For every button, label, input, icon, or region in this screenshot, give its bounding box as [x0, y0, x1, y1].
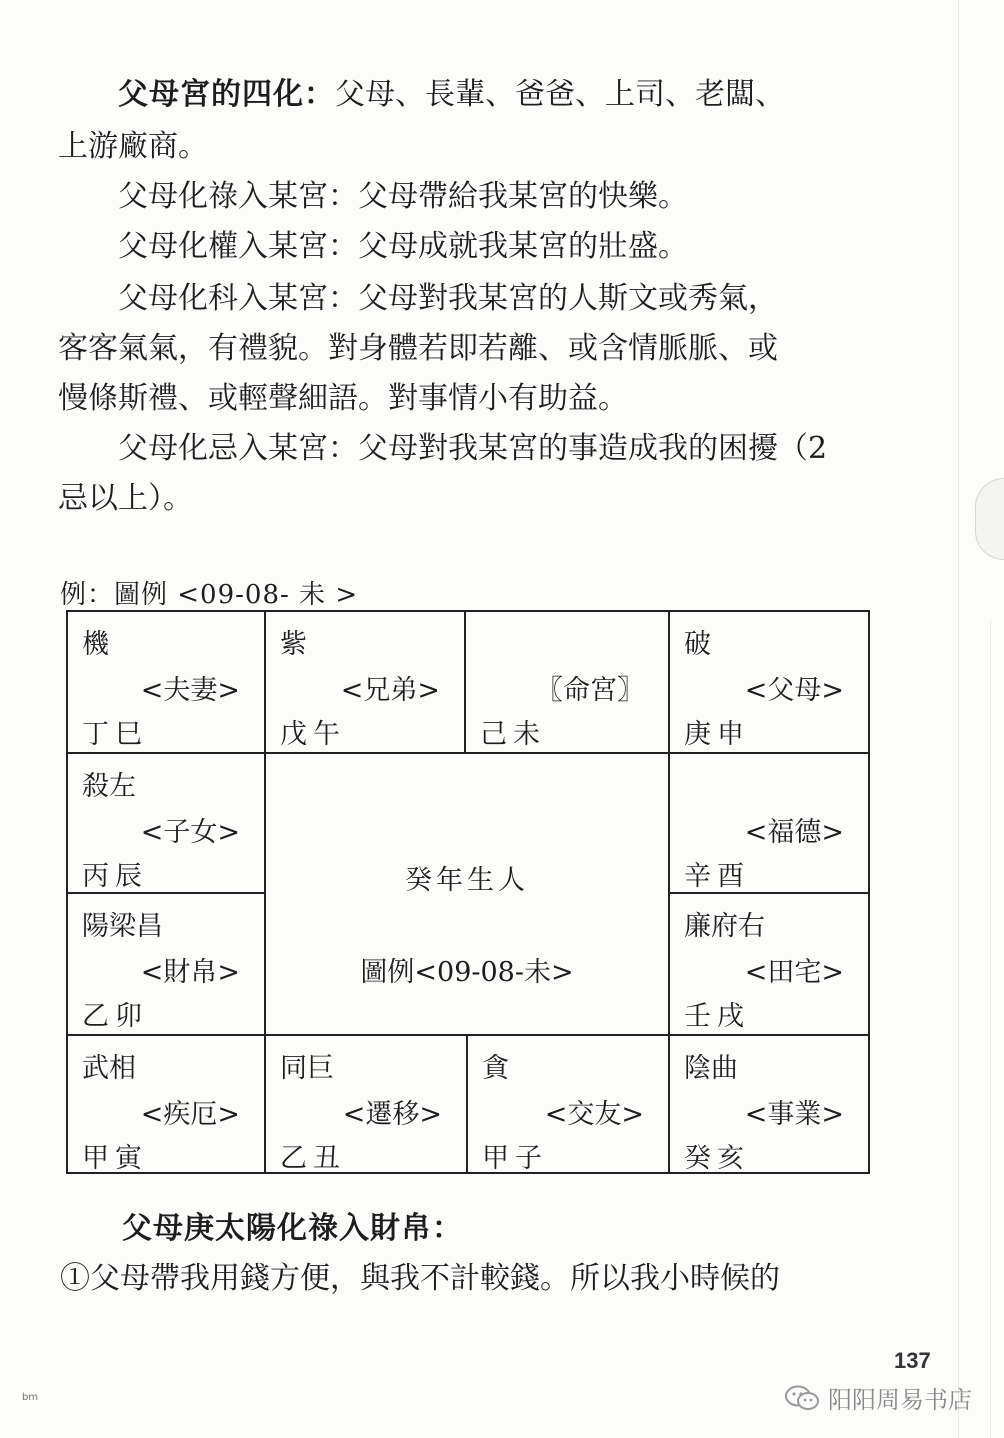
watermark	[784, 1380, 972, 1415]
palace-cell-shen	[670, 612, 868, 752]
cell-palace: <田宅>	[744, 957, 844, 988]
cell-ganzhi: 己未	[480, 719, 546, 750]
center-subtitle: 圖例<09-08-未>	[360, 957, 574, 988]
cell-ganzhi: 甲子	[482, 1143, 548, 1174]
palace-cell-hai	[670, 1036, 868, 1174]
palace-cell-you	[670, 754, 868, 892]
cell-stars: 同巨	[280, 1053, 334, 1084]
cell-palace: <遷移>	[342, 1099, 442, 1130]
page-edge-tab	[975, 478, 1004, 560]
cell-stars: 殺左	[82, 771, 136, 802]
cell-stars: 貪	[482, 1053, 509, 1084]
center-title: 癸年生人	[405, 865, 529, 896]
page-edge-line	[990, 620, 991, 1438]
cell-ganzhi: 戊午	[280, 719, 346, 750]
palace-cell-chen	[68, 754, 264, 892]
cell-stars: 廉府右	[684, 911, 765, 942]
paragraph-ke-line3: 慢條斯禮、或輕聲細語。對事情小有助益。	[58, 381, 628, 416]
cell-ganzhi: 壬戌	[684, 1001, 750, 1032]
cell-ganzhi: 辛酉	[684, 861, 750, 892]
cell-ganzhi: 丁巳	[82, 719, 148, 750]
ziwei-chart	[66, 610, 870, 1174]
palace-cell-yin	[68, 1036, 264, 1174]
cell-stars: 陰曲	[684, 1053, 738, 1084]
cell-palace: <兄弟>	[340, 675, 440, 706]
cell-ganzhi: 乙卯	[82, 1001, 148, 1032]
paragraph-ji-line1: 父母化忌入某宮：父母對我某宮的事造成我的困擾（2	[118, 431, 828, 466]
page-number: 137	[894, 1348, 931, 1373]
cell-palace: 〖命宮〗	[536, 675, 644, 706]
paragraph-ji-line2: 忌以上）。	[58, 481, 193, 516]
cell-palace: <夫妻>	[140, 675, 240, 706]
palace-cell-wei	[466, 612, 668, 752]
page-edge-line	[958, 0, 959, 1438]
cell-stars: 武相	[82, 1053, 136, 1084]
paragraph-quan: 父母化權入某宮：父母成就我某宮的壯盛。	[118, 229, 688, 264]
cell-ganzhi: 乙丑	[280, 1143, 346, 1174]
cell-palace: <疾厄>	[140, 1099, 240, 1130]
chart-center	[266, 754, 668, 1034]
heading-parent-transforms: 父母宮的四化：	[118, 77, 335, 112]
cell-palace: <父母>	[744, 675, 844, 706]
paragraph-ke-line1: 父母化科入某宮：父母對我某宮的人斯文或秀氣，	[118, 281, 778, 316]
corner-mark: bm	[22, 1392, 39, 1403]
cell-ganzhi: 丙辰	[82, 861, 148, 892]
palace-cell-xu	[670, 894, 868, 1034]
paragraph-line: 上游廠商。	[58, 129, 208, 164]
palace-cell-wu	[266, 612, 464, 752]
sub-heading: 父母庚太陽化祿入財帛：	[122, 1211, 463, 1246]
cell-palace: <事業>	[744, 1099, 844, 1130]
cell-stars: 紫	[280, 629, 307, 660]
cell-palace: <財帛>	[140, 957, 240, 988]
cell-ganzhi: 庚申	[684, 719, 750, 750]
cell-stars: 破	[684, 629, 711, 660]
watermark-text: 阳阳周易书店	[828, 1386, 972, 1414]
cell-ganzhi: 甲寅	[82, 1143, 148, 1174]
cell-stars: 機	[82, 629, 109, 660]
cell-palace: <福德>	[744, 817, 844, 848]
palace-cell-chou	[266, 1036, 466, 1174]
palace-cell-mao	[68, 894, 264, 1034]
chart-caption: 例：圖例 <09-08- 未 >	[60, 580, 359, 610]
cell-palace: <子女>	[140, 817, 240, 848]
paragraph-lu: 父母化祿入某宮：父母帶給我某宮的快樂。	[118, 179, 688, 214]
paragraph-point-1: ①父母帶我用錢方便，與我不計較錢。所以我小時候的	[60, 1261, 780, 1296]
paragraph-ke-line2: 客客氣氣，有禮貌。對身體若即若離、或含情脈脈、或	[58, 331, 778, 366]
wechat-icon	[784, 1384, 820, 1412]
paragraph-heading	[58, 77, 878, 112]
cell-palace: <交友>	[544, 1099, 644, 1130]
cell-stars: 陽梁昌	[82, 911, 163, 942]
palace-cell-zi	[468, 1036, 668, 1174]
heading-rest: 父母、長輩、爸爸、上司、老闆、	[335, 77, 785, 112]
cell-ganzhi: 癸亥	[684, 1143, 750, 1174]
palace-cell-si	[68, 612, 264, 752]
